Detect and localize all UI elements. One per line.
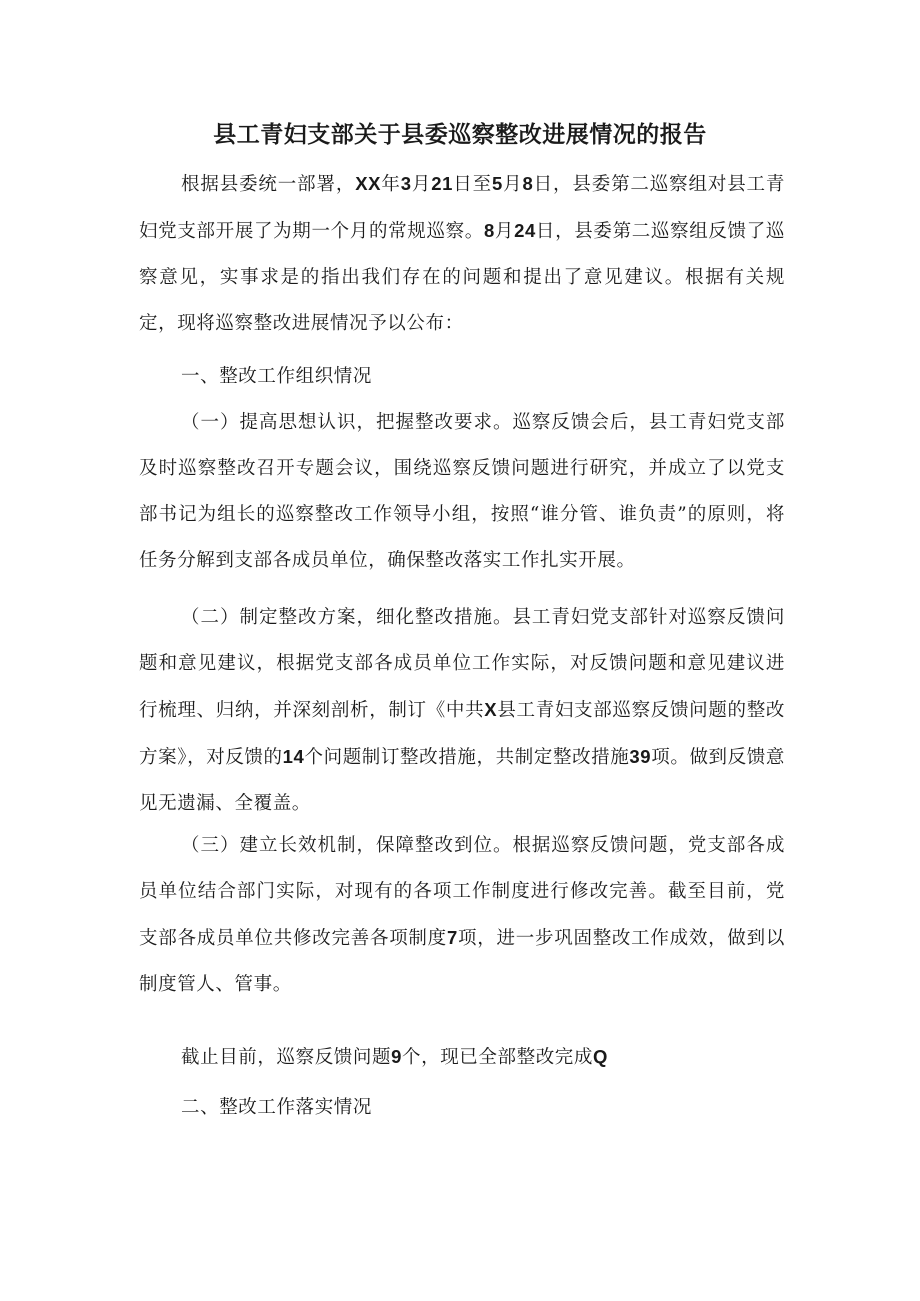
item-2-text: 个问题制订整改措施，共制定整改措施 bbox=[304, 747, 630, 768]
section-heading-2: 二、整改工作落实情况 bbox=[181, 1097, 373, 1118]
section-heading-1: 一、整改工作组织情况 bbox=[181, 366, 373, 387]
intro-year: XX bbox=[355, 173, 382, 194]
intro-number: 24 bbox=[514, 220, 536, 241]
intro-number: 5 bbox=[491, 173, 503, 194]
item-2-number: 39 bbox=[629, 746, 652, 767]
item-2-number: 14 bbox=[282, 746, 305, 767]
summary-text: 个，现已全部整改完成 bbox=[402, 1047, 594, 1068]
intro-text: 年 bbox=[381, 174, 401, 195]
intro-text: 日至 bbox=[453, 174, 492, 195]
item-3-text: （三）建立长效机制，保障整改到位。根据巡察反馈问题，党支部各成员单位结合部门实际，对现有的各项工作制度进行修改完善。截至目前，党支部各成员单位共修改完善各项制度 bbox=[139, 835, 785, 949]
item-3-paragraph bbox=[139, 823, 785, 1008]
intro-number: 3 bbox=[400, 173, 412, 194]
intro-text: 日，县委第二巡察组反馈了巡察意见，实事求是的指出我们存在的问题和提出了意见建议。根据有关规定，现将巡察整改进展情况予以公布： bbox=[139, 221, 785, 334]
document-title: 县工青妇支部关于县委巡察整改进展情况的报告 bbox=[213, 122, 707, 148]
item-2-number: X bbox=[484, 699, 498, 720]
intro-text: 月 bbox=[502, 174, 523, 195]
item-2-text: 县工青妇支部巡察反馈问题的整改方案》，对反馈的 bbox=[139, 700, 785, 768]
item-2-paragraph bbox=[139, 595, 785, 827]
intro-number: 8 bbox=[522, 173, 534, 194]
summary-number: 9 bbox=[391, 1046, 402, 1067]
summary-symbol: Q bbox=[593, 1046, 609, 1067]
item-2-text: 项。做到反馈意见无遗漏、全覆盖。 bbox=[139, 747, 786, 814]
item-3-number: 7 bbox=[446, 927, 458, 948]
intro-text: 月 bbox=[411, 174, 432, 195]
item-3-text: 项，进一步巩固整改工作成效，做到以制度管人、管事。 bbox=[139, 928, 786, 995]
item-2-text: （二）制定整改方案，细化整改措施。县工青妇党支部针对巡察反馈问题和意见建议，根据党支部各成员单位工作实际，对反馈问题和意见建议进行梳理、归纳，并深刻剖析，制订《中共 bbox=[139, 607, 785, 721]
summary-paragraph bbox=[139, 1034, 785, 1081]
summary-text: 截止目前，巡察反馈问题 bbox=[181, 1047, 392, 1068]
intro-text: 根据县委统一部署， bbox=[181, 174, 356, 195]
intro-paragraph bbox=[139, 161, 785, 347]
intro-number: 8 bbox=[483, 220, 495, 241]
intro-number: 21 bbox=[431, 173, 454, 194]
item-1-paragraph: （一）提高思想认识，把握整改要求。巡察反馈会后，县工青妇党支部及时巡察整改召开专题会议，围绕巡察反馈问题进行研究，并成立了以党支部书记为组长的巡察整改工作领导小组，按照“谁分管、谁负责”的原则，将任务分解到支部各成员单位，确保整改落实工作扎实开展。 bbox=[139, 412, 785, 571]
intro-text: 月 bbox=[494, 221, 515, 242]
intro-text: 日，县委第二巡察组对县工青妇党支部开展了为期一个月的常规巡察。 bbox=[139, 174, 786, 242]
